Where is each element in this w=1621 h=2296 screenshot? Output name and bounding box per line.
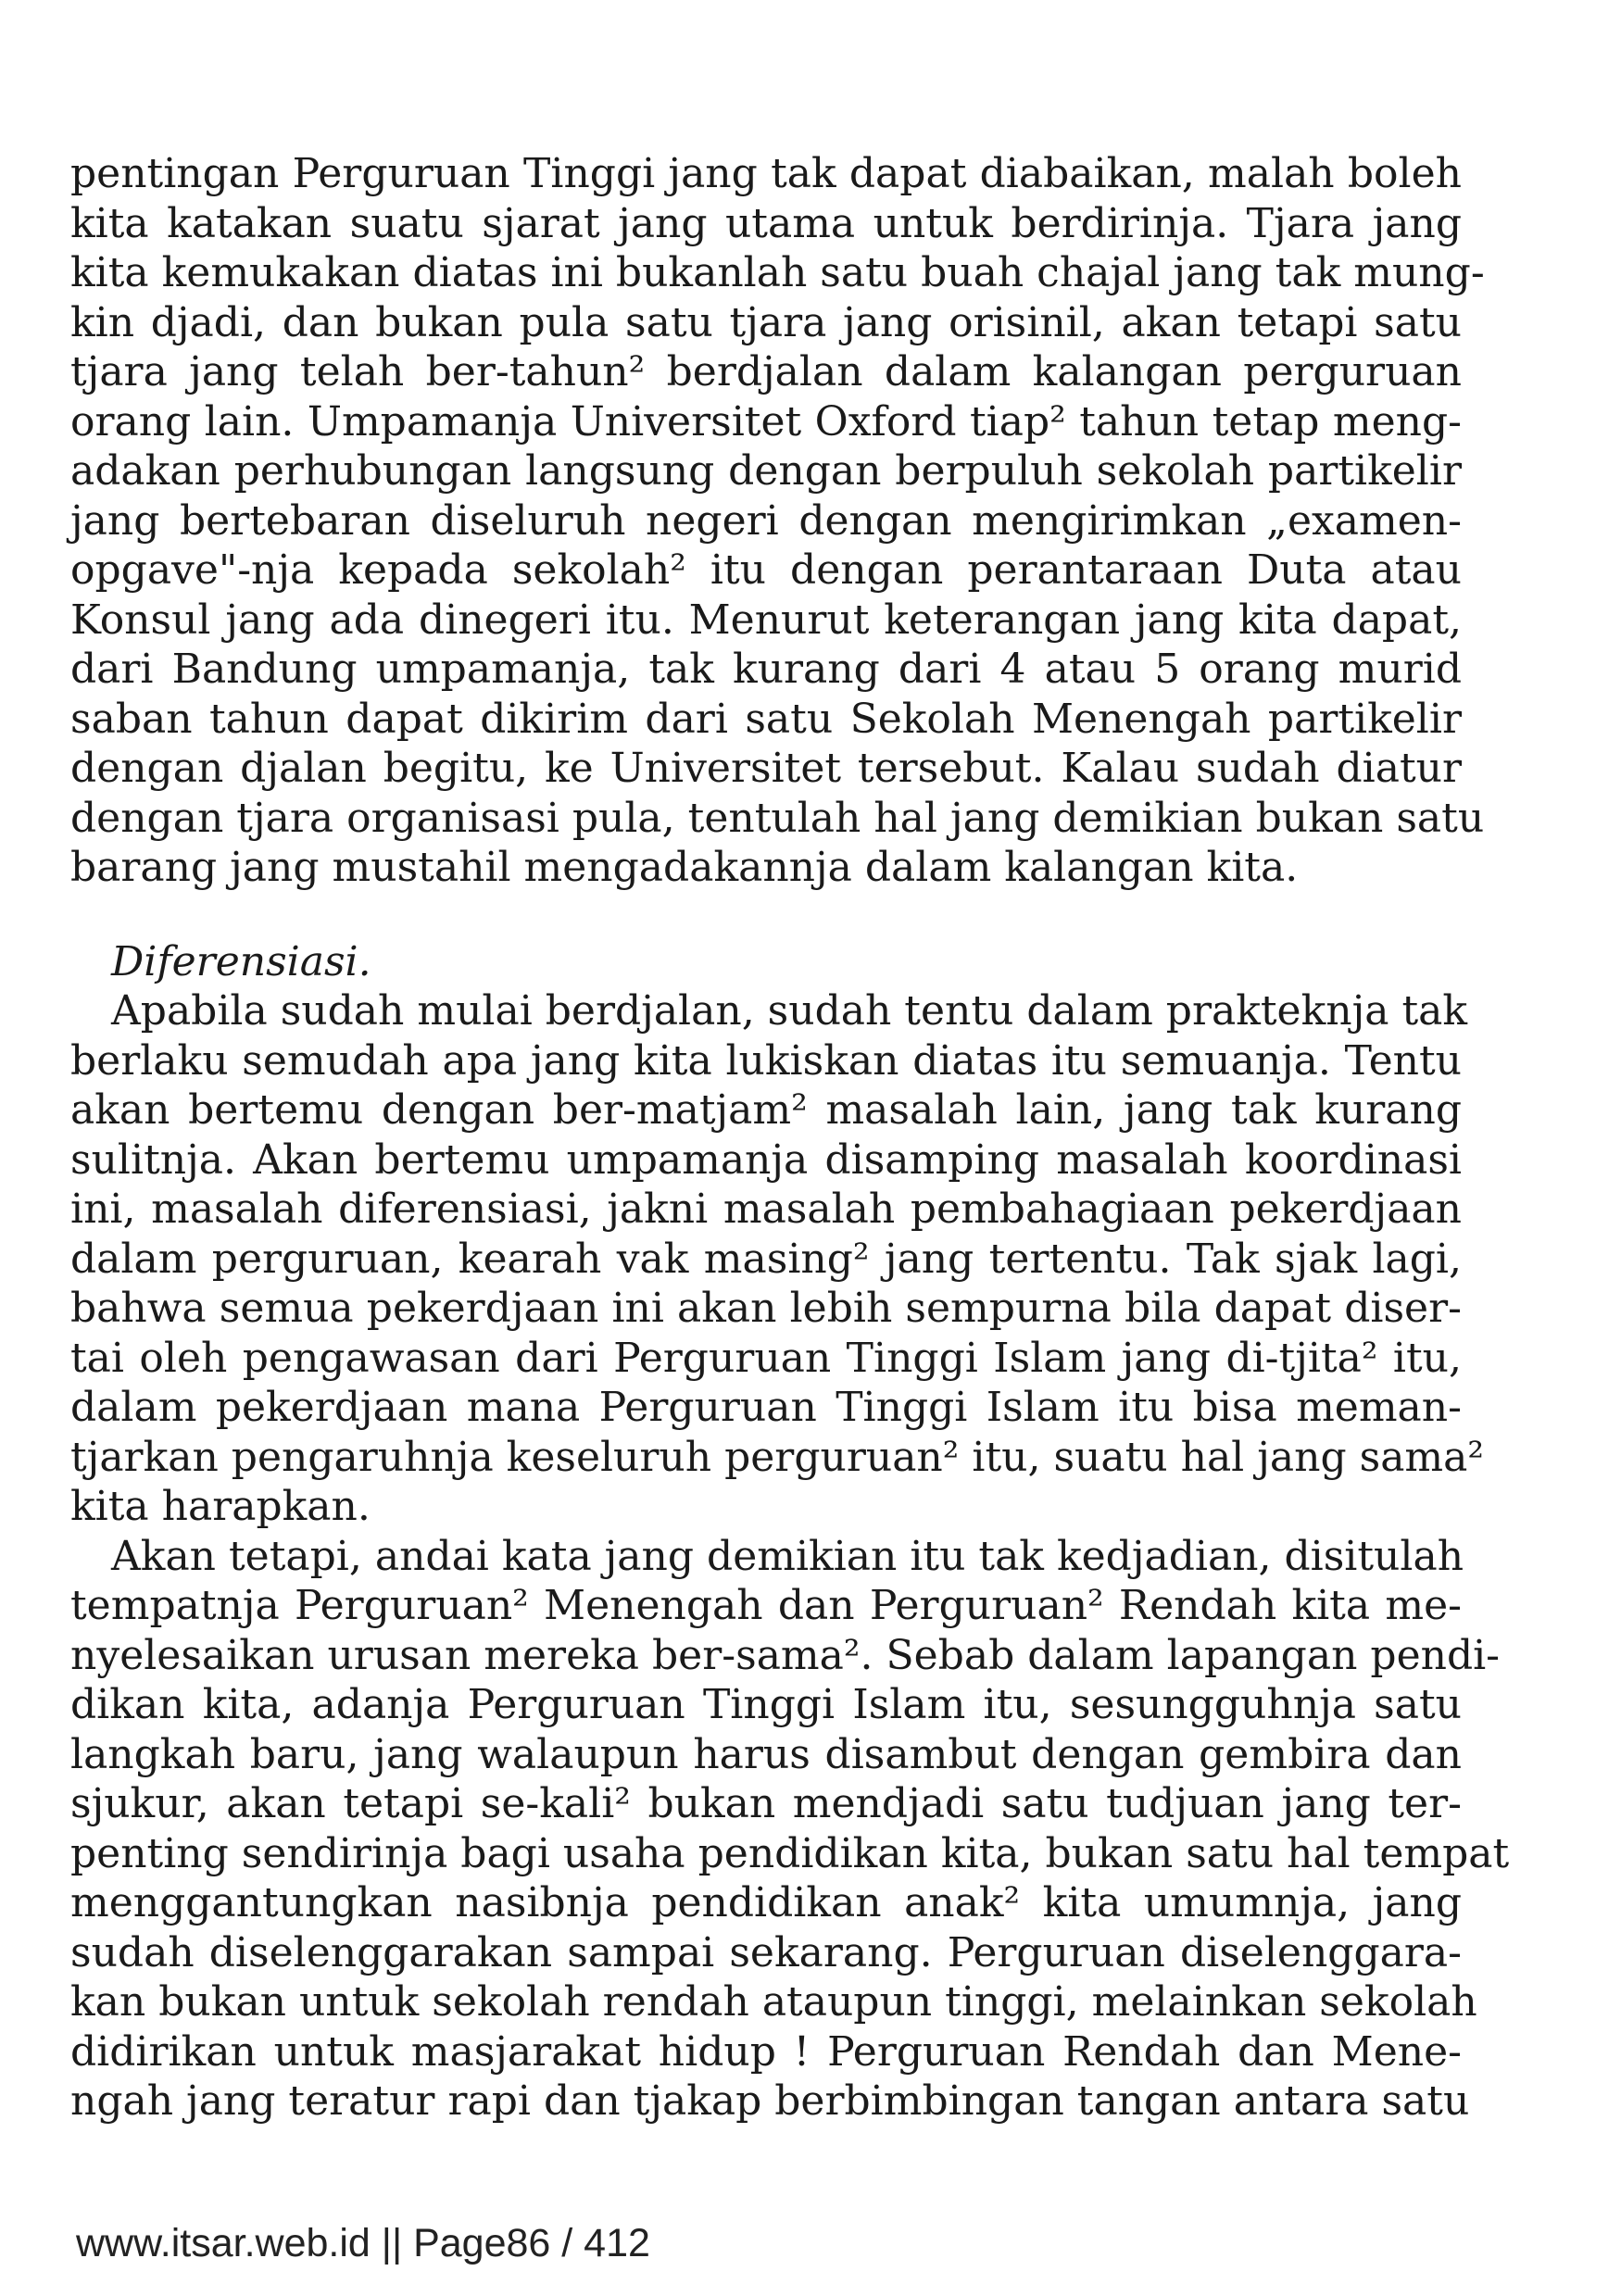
text-line: penting sendirinja bagi usaha pendidikan kita, bukan satu hal tempat [70, 1829, 1510, 1877]
text-line: dengan djalan begitu, ke Universitet tersebut. Kalau sudah diatur [70, 745, 1462, 792]
document-page [70, 149, 1510, 2127]
text-line: didirikan untuk masjarakat hidup ! Perguruan Rendah dan Mene- [70, 2027, 1462, 2076]
text-line: berlaku semudah apa jang kita lukiskan diatas itu semuanja. Tentu [70, 1036, 1462, 1085]
text-line: dari Bandung umpamanja, tak kurang dari 4 atau 5 orang murid [70, 646, 1462, 693]
text-line: akan bertemu dengan ber-matjam² masalah lain, jang tak kurang [70, 1086, 1462, 1134]
text-line: bahwa semua pekerdjaan ini akan lebih sempurna bila dapat diser- [70, 1285, 1462, 1332]
text-line: pentingan Perguruan Tinggi jang tak dapat diabaikan, malah boleh [70, 150, 1462, 197]
text-line: Apabila sudah mulai berdjalan, sudah tentu dalam prakteknja tak [111, 987, 1468, 1035]
text-line: kita harapkan. [70, 1483, 371, 1530]
text-line: sulitnja. Akan bertemu umpamanja disamping masalah koordinasi [70, 1135, 1462, 1184]
text-line: kita katakan suatu sjarat jang utama untuk berdirinja. Tjara jang [70, 199, 1462, 247]
text-line: dengan tjara organisasi pula, tentulah hal jang demikian bukan satu [70, 794, 1485, 842]
text-line: langkah baru, jang walaupun harus disambut dengan gembira dan [70, 1730, 1462, 1778]
text-line: kan bukan untuk sekolah rendah ataupun tinggi, melainkan sekolah [70, 1978, 1477, 2026]
text-line: barang jang mustahil mengadakannja dalam kalangan kita. [70, 844, 1299, 891]
text-line: kin djadi, dan bukan pula satu tjara jang orisinil, akan tetapi satu [70, 298, 1462, 346]
text-line: Akan tetapi, andai kata jang demikian itu tak kedjadian, disitulah [111, 1532, 1464, 1580]
text-line: tjarkan pengaruhnja keseluruh perguruan² itu, suatu hal jang sama² [70, 1433, 1485, 1481]
text-line: sjukur, akan tetapi se-kali² bukan mendjadi satu tudjuan jang ter- [70, 1780, 1462, 1827]
text-line: tempatnja Perguruan² Menengah dan Perguruan² Rendah kita me- [70, 1582, 1462, 1629]
paragraph-2 [70, 986, 1485, 1532]
text-line: tai oleh pengawasan dari Perguruan Tinggi Islam jang di-tjita² itu, [70, 1334, 1462, 1382]
text-line: adakan perhubungan langsung dengan berpuluh sekolah partikelir [70, 447, 1462, 495]
paragraph-1 [70, 149, 1485, 893]
text-line: orang lain. Umpamanja Universitet Oxford tiap² tahun tetap meng- [70, 397, 1462, 445]
text-line: dikan kita, adanja Perguruan Tinggi Islam itu, sesungguhnja satu [70, 1681, 1462, 1728]
text-line: sudah diselenggarakan sampai sekarang. Perguruan diselenggara- [70, 1928, 1462, 1976]
paragraph-3 [70, 1532, 1510, 2127]
text-line: saban tahun dapat dikirim dari satu Sekolah Menengah partikelir [70, 695, 1462, 743]
text-line: jang bertebaran diseluruh negeri dengan mengirimkan „examen- [70, 496, 1462, 545]
text-line: dalam perguruan, kearah vak masing² jang tertentu. Tak sjak lagi, [70, 1235, 1462, 1283]
text-line: opgave"-nja kepada sekolah² itu dengan perantaraan Duta atau [70, 546, 1462, 594]
text-line: kita kemukakan diatas ini bukanlah satu buah chajal jang tak mung- [70, 249, 1485, 296]
page-footer: www.itsar.web.id || Page86 / 412 [76, 2221, 650, 2265]
text-line: ini, masalah diferensiasi, jakni masalah pembahagiaan pekerdjaan [70, 1186, 1462, 1233]
text-line: dalam pekerdjaan mana Perguruan Tinggi Islam itu bisa meman- [70, 1384, 1462, 1431]
text-line: menggantungkan nasibnja pendidikan anak² kita umumnja, jang [70, 1879, 1462, 1926]
section-gap [70, 893, 1462, 937]
text-line: nyelesaikan urusan mereka ber-sama². Sebab dalam lapangan pendi- [70, 1631, 1501, 1679]
text-line: Konsul jang ada dinegeri itu. Menurut keterangan jang kita dapat, [70, 596, 1462, 644]
text-line: ngah jang teratur rapi dan tjakap berbimbingan tangan antara satu [70, 2077, 1470, 2125]
text-line: tjara jang telah ber-tahun² berdjalan dalam kalangan perguruan [70, 348, 1462, 395]
section-heading: Diferensiasi. [111, 937, 371, 985]
